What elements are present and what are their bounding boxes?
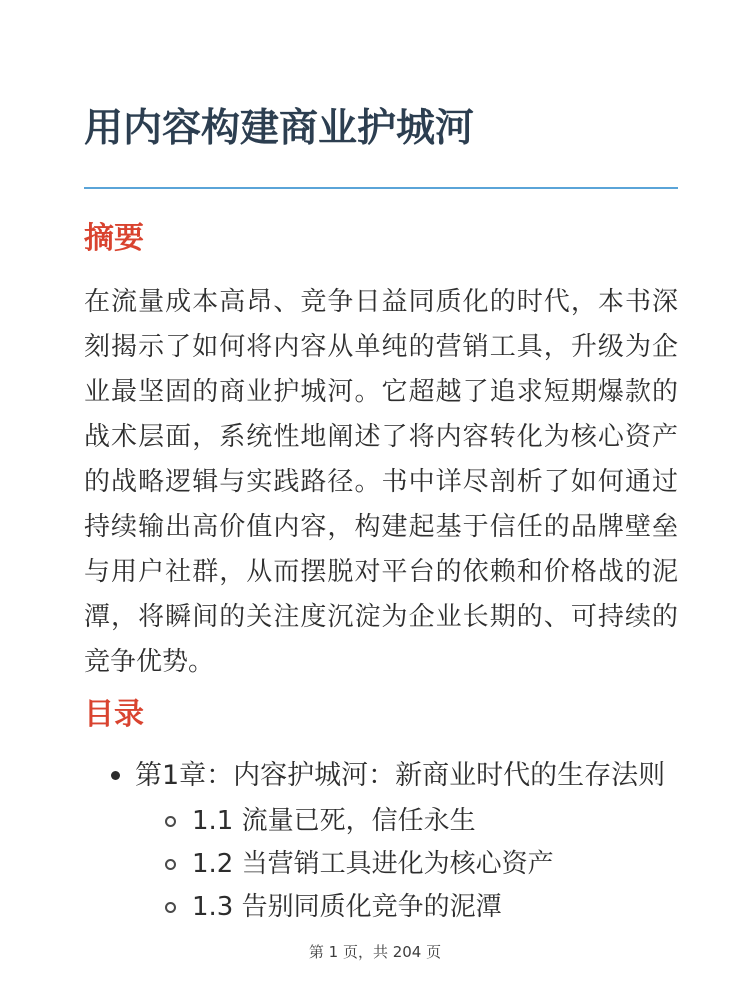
toc-chapter-item bbox=[110, 756, 678, 796]
bullet-icon bbox=[110, 756, 135, 796]
toc-heading: 目录 bbox=[84, 697, 144, 732]
toc-subitem bbox=[165, 843, 678, 886]
circle-bullet-icon bbox=[165, 886, 192, 929]
page-title: 用内容构建商业护城河 bbox=[84, 106, 475, 151]
page-number-indicator: 第 1 页，共 204 页 bbox=[308, 943, 442, 961]
abstract-heading: 摘要 bbox=[84, 221, 144, 256]
circle-bullet-icon bbox=[165, 800, 192, 843]
abstract-line: 在流量成本高昂、竞争日益同质化的时代，本书深 bbox=[84, 287, 678, 317]
abstract-line: 持续输出高价值内容，构建起基于信任的品牌壁垒 bbox=[84, 512, 678, 542]
abstract-line: 竞争优势。 bbox=[84, 647, 215, 677]
circle-bullet-icon bbox=[165, 843, 192, 886]
abstract-paragraph bbox=[84, 280, 678, 685]
toc-subitem-label: 1.1 流量已死，信任永生 bbox=[192, 806, 476, 836]
abstract-line: 业最坚固的商业护城河。它超越了追求短期爆款的 bbox=[84, 377, 678, 407]
abstract-line: 与用户社群，从而摆脱对平台的依赖和价格战的泥 bbox=[84, 557, 678, 587]
abstract-line: 潭，将瞬间的关注度沉淀为企业长期的、可持续的 bbox=[84, 602, 678, 632]
toc-subitem-label: 1.2 当营销工具进化为核心资产 bbox=[192, 849, 554, 879]
toc-subitem bbox=[165, 800, 678, 843]
toc-subitem-list bbox=[165, 800, 678, 929]
toc-chapter-label: 第1章：内容护城河：新商业时代的生存法则 bbox=[135, 760, 666, 791]
title-divider-rule bbox=[84, 187, 678, 189]
toc-subitem-label: 1.3 告别同质化竞争的泥潭 bbox=[192, 892, 502, 922]
abstract-line: 的战略逻辑与实践路径。书中详尽剖析了如何通过 bbox=[84, 467, 678, 497]
toc-subitem bbox=[165, 886, 678, 929]
abstract-line: 刻揭示了如何将内容从单纯的营销工具，升级为企 bbox=[84, 332, 678, 362]
abstract-line: 战术层面，系统性地阐述了将内容转化为核心资产 bbox=[84, 422, 678, 452]
